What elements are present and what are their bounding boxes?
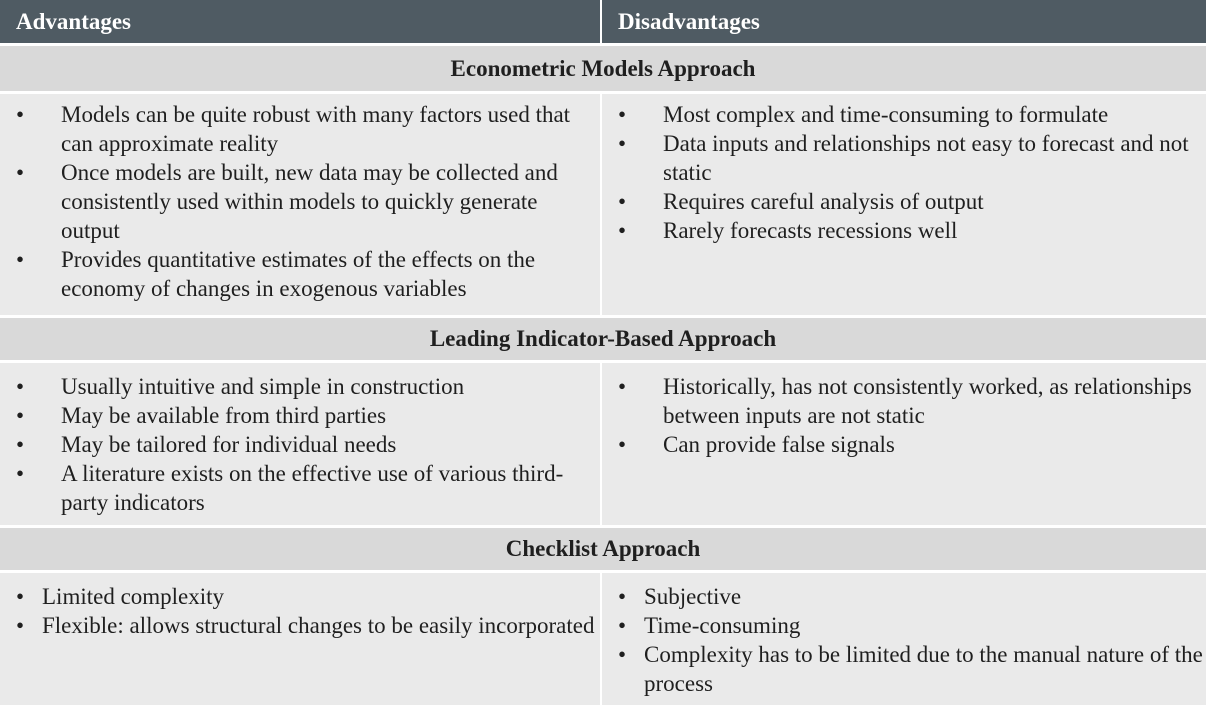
bullet-icon: • <box>16 432 25 457</box>
list-item: • May be tailored for individual needs <box>16 432 397 457</box>
bullet-icon: • <box>16 613 25 638</box>
checklist-advantages-cell <box>0 573 602 705</box>
econometric-advantages-cell <box>0 94 602 315</box>
section-body-checklist <box>0 570 1206 705</box>
list-item: • Usually intuitive and simple in construction <box>16 374 465 399</box>
econometric-disadvantages-list <box>602 100 1206 245</box>
leading-advantages-list <box>0 372 600 517</box>
table-header-row <box>0 0 1206 43</box>
list-item: • Historically, has not consistently worked, as relationships between inputs are not static <box>618 374 1192 428</box>
list-item: • May be available from third parties <box>16 403 387 428</box>
bullet-icon: • <box>16 584 25 609</box>
bullet-icon: • <box>16 102 25 127</box>
bullet-icon: • <box>618 432 627 457</box>
list-item: • Models can be quite robust with many factors used that can approximate reality <box>16 102 571 156</box>
bullet-icon: • <box>618 584 627 609</box>
list-item: • Provides quantitative estimates of the effects on the economy of changes in exogenous variables <box>16 247 536 301</box>
list-item: • Subjective <box>618 584 742 609</box>
section-title-checklist: Checklist Approach <box>0 525 1206 570</box>
econometric-advantages-list <box>0 100 600 303</box>
bullet-icon: • <box>16 403 25 428</box>
list-item: • Rarely forecasts recessions well <box>618 218 958 243</box>
bullet-icon: • <box>618 131 627 156</box>
leading-advantages-cell <box>0 363 602 525</box>
bullet-icon: • <box>16 461 25 486</box>
list-item: • Time-consuming <box>618 613 801 638</box>
checklist-disadvantages-list <box>602 582 1206 698</box>
list-item: • Can provide false signals <box>618 432 895 457</box>
econometric-disadvantages-cell <box>602 94 1206 315</box>
list-item: • Complexity has to be limited due to the manual nature of the process <box>618 642 1203 696</box>
bullet-icon: • <box>618 189 627 214</box>
advantages-header: Advantages <box>0 0 602 43</box>
list-item: • Once models are built, new data may be collected and consistently used within models to quickly generate output <box>16 160 558 243</box>
list-item: • Flexible: allows structural changes to be easily incorporated <box>16 613 595 638</box>
checklist-advantages-list <box>0 582 600 640</box>
list-item: • Limited complexity <box>16 584 225 609</box>
bullet-icon: • <box>618 613 627 638</box>
bullet-icon: • <box>16 247 25 272</box>
list-item: • Data inputs and relationships not easy to forecast and not static <box>618 131 1189 185</box>
bullet-icon: • <box>16 374 25 399</box>
list-item: • A literature exists on the effective use of various third-party indicators <box>16 461 564 515</box>
list-item: • Most complex and time-consuming to formulate <box>618 102 1109 127</box>
section-title-econometric: Econometric Models Approach <box>0 43 1206 91</box>
disadvantages-header: Disadvantages <box>618 9 760 34</box>
checklist-disadvantages-cell <box>602 573 1206 705</box>
leading-disadvantages-list <box>602 372 1206 459</box>
section-body-econometric <box>0 91 1206 315</box>
leading-disadvantages-cell <box>602 363 1206 525</box>
bullet-icon: • <box>618 102 627 127</box>
list-item: • Requires careful analysis of output <box>618 189 984 214</box>
bullet-icon: • <box>618 374 627 399</box>
bullet-icon: • <box>618 218 627 243</box>
section-body-leading-indicator <box>0 360 1206 525</box>
bullet-icon: • <box>16 160 25 185</box>
bullet-icon: • <box>618 642 627 667</box>
section-title-leading-indicator: Leading Indicator-Based Approach <box>0 315 1206 360</box>
